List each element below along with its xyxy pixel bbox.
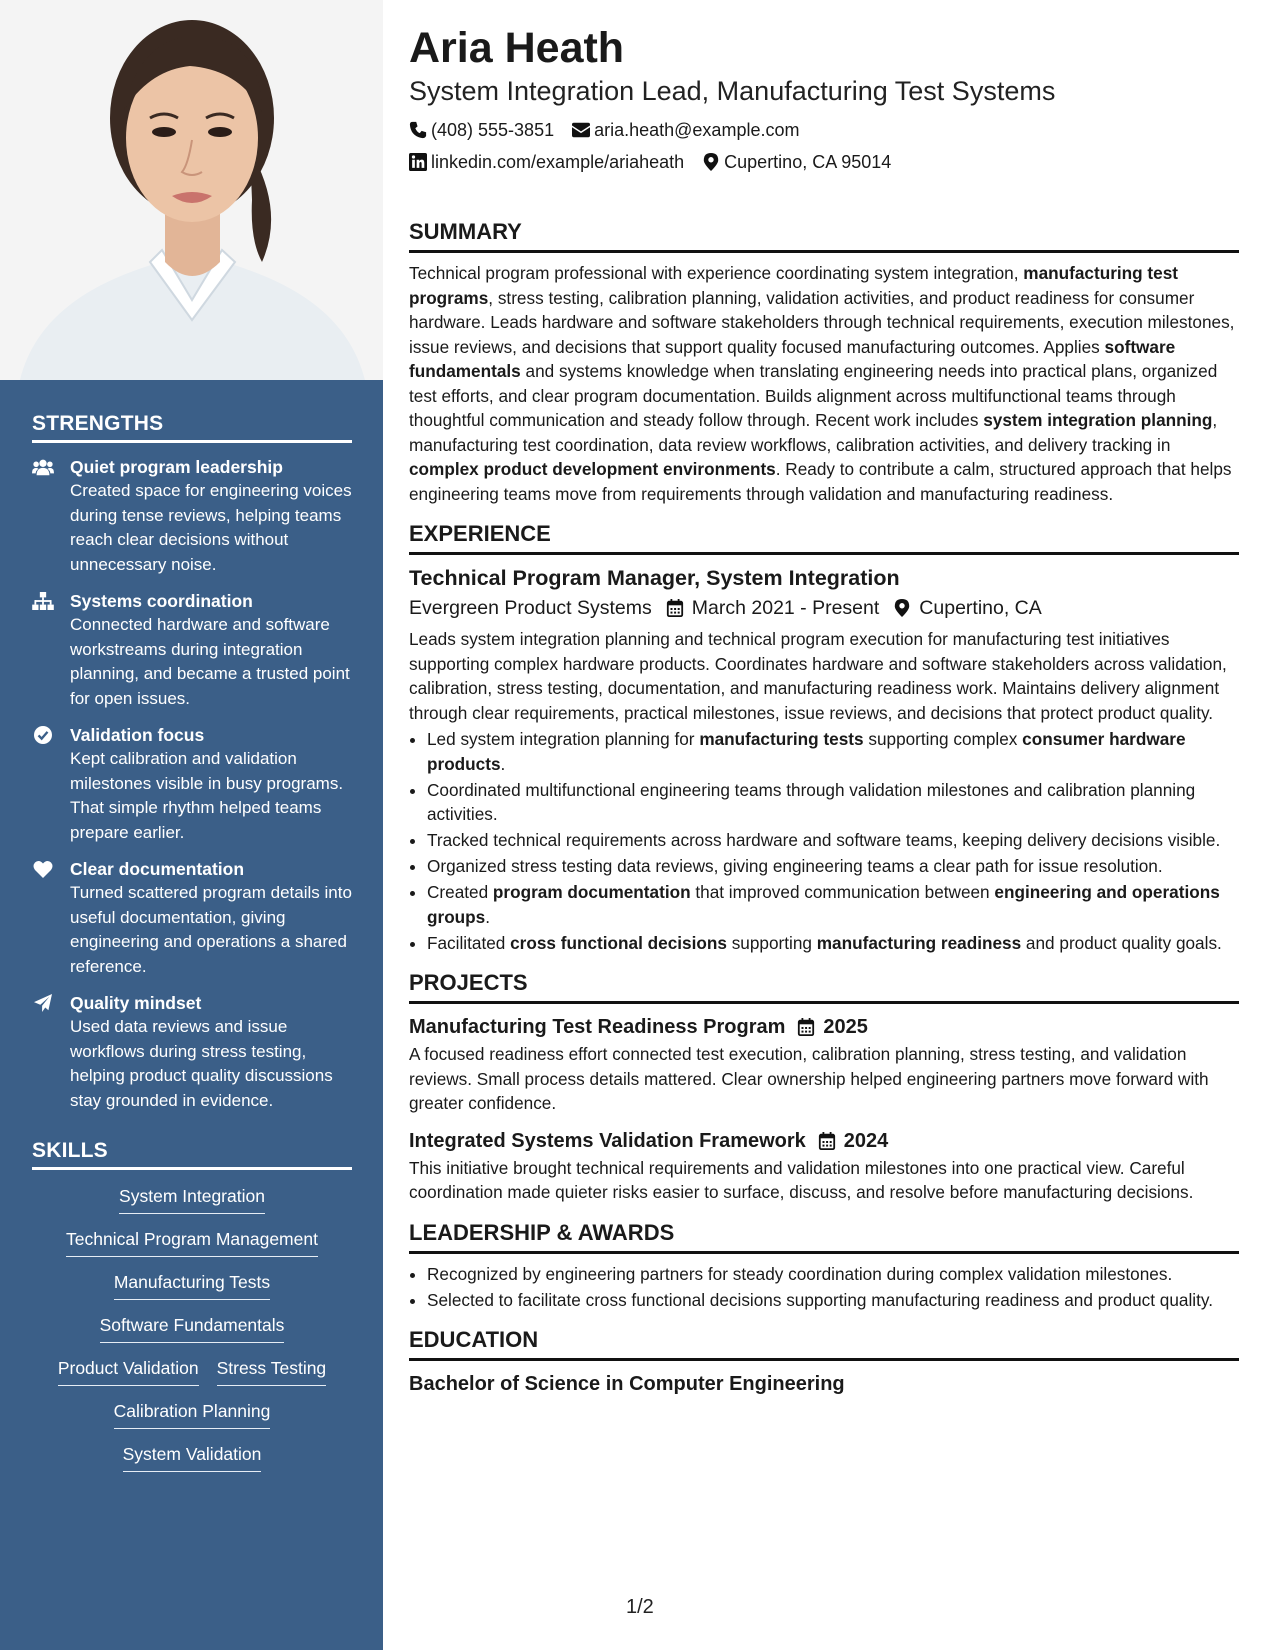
bold-text: software fundamentals: [409, 336, 1176, 381]
project-description: This initiative brought technical requirements and validation milestones into one practical view. Careful coordination made quieter risks easier to surface, discuss, and resolve before manufacturing decisions.: [409, 1157, 1194, 1202]
strength-desc: Turned scattered program details into useful documentation, giving engineering and operations a shared reference.: [70, 883, 352, 976]
envelope-icon: [572, 121, 590, 139]
text-run: , stress testing, calibration planning, validation activities, and product readiness for consumer hardware. Leads hardware and software stakeholders through technical requirements, execution milestones, issue reviews, and decisions that support quality focused manufacturing outcomes. Applies: [409, 287, 1235, 357]
text-run: supporting: [726, 932, 817, 953]
bold-text: manufacturing readiness: [816, 932, 1022, 953]
education-section: [409, 1326, 1239, 1399]
job-bullet: [427, 880, 1239, 929]
education-degree: Bachelor of Science in Computer Engineering: [409, 1373, 845, 1395]
job-location-text: Cupertino, CA: [919, 597, 1042, 619]
text-run: Coordinated multifunctional engineering teams through validation milestones and calibration planning activities.: [427, 779, 1196, 824]
strength-desc: Kept calibration and validation milestones visible in busy programs. That simple rhythm helped teams prepare earlier.: [70, 749, 344, 842]
text-run: Facilitated: [427, 932, 511, 953]
project-name: Integrated Systems Validation Framework: [409, 1129, 806, 1152]
bold-text: program documentation: [492, 882, 691, 902]
leadership-heading: LEADERSHIP & AWARDS: [409, 1219, 1239, 1254]
text-run: Technical program professional with experience coordinating system integration,: [409, 263, 1024, 283]
calendar-icon: [797, 1018, 815, 1036]
project-name: Manufacturing Test Readiness Program: [409, 1016, 786, 1038]
strength-title: Systems coordination: [70, 591, 253, 611]
bold-text: consumer hardware products: [427, 729, 1186, 774]
bold-text: cross functional decisions: [510, 932, 727, 953]
skill-tag: Product Validation: [58, 1356, 199, 1386]
text-run: .: [485, 906, 491, 927]
strength-title: Quiet program leadership: [70, 457, 283, 477]
candidate-title: System Integration Lead, Manufacturing Test Systems: [409, 76, 1056, 106]
bold-text: manufacturing tests: [699, 729, 864, 749]
job-location: [893, 593, 1041, 623]
strength-title: Quality mindset: [70, 993, 202, 1013]
page-number: 1/2: [626, 1596, 654, 1618]
summary-text: [409, 261, 1239, 506]
strength-desc: Used data reviews and issue workflows during stress testing, helping product quality discussions stay grounded in evidence.: [70, 1017, 333, 1110]
bold-text: system integration planning: [983, 410, 1213, 430]
strength-desc: Connected hardware and software workstreams during integration planning, and became a trusted point for open issues.: [70, 615, 350, 708]
job-title: Technical Program Manager, System Integration: [409, 566, 900, 590]
skill-tag: Software Fundamentals: [100, 1313, 285, 1343]
leadership-item: • Recognized by engineering partners for steady coordination during complex validation milestones.: [427, 1262, 1239, 1287]
strength-item: [32, 857, 352, 979]
paper-plane-icon: [32, 991, 70, 1113]
skill-tag: Manufacturing Tests: [114, 1270, 270, 1300]
map-marker-icon: [893, 599, 911, 617]
check-circle-icon: [32, 723, 70, 845]
skill-tag: Stress Testing: [217, 1356, 327, 1386]
calendar-icon: [666, 599, 684, 617]
job-meta: [409, 593, 1239, 623]
job-bullet: [427, 931, 1239, 956]
projects-section: [409, 969, 1239, 1205]
bold-text: complex product development environments: [409, 459, 776, 479]
leadership-section: [409, 1219, 1239, 1313]
job-bullet: [427, 854, 1239, 879]
contact-location: [702, 146, 891, 178]
text-run: Organized stress testing data reviews, giving engineering teams a clear path for issue resolution.: [427, 856, 1163, 876]
job-company: [409, 593, 652, 623]
strengths-heading: STRENGTHS: [32, 412, 352, 443]
summary-heading: SUMMARY: [409, 218, 1239, 253]
project-header: [409, 1012, 1239, 1042]
project-year: [797, 1012, 868, 1042]
education-heading: EDUCATION: [409, 1326, 1239, 1361]
profile-photo: [0, 0, 383, 380]
company-text: Evergreen Product Systems: [409, 597, 652, 619]
job-dates: [666, 593, 880, 623]
project-header: [409, 1126, 1239, 1156]
linkedin-text: linkedin.com/example/ariaheath: [431, 152, 685, 172]
text-run: that improved communication between: [690, 882, 995, 902]
dates-text: March 2021 - Present: [691, 597, 880, 619]
contact-row: [409, 114, 1239, 146]
project-year-text: 2024: [843, 1129, 889, 1152]
email-text: aria.heath@example.com: [594, 120, 800, 140]
text-run: Created: [427, 882, 493, 902]
text-run: Led system integration planning for: [427, 729, 700, 749]
job-description: Leads system integration planning and technical program execution for manufacturing test initiatives supporting complex hardware products. Coordinates hardware and software stakeholders across validation, calibration, stress testing, documentation, and manufacturing readiness work. Maintains delivery alignment through clear requirements, practical milestones, issue reviews, and decisions that protect product quality.: [409, 629, 1227, 723]
sitemap-icon: [32, 589, 70, 711]
strength-item: [32, 455, 352, 577]
skill-tag: System Validation: [123, 1442, 262, 1472]
leadership-item: • Selected to facilitate cross functional decisions supporting manufacturing readiness and product quality.: [427, 1288, 1239, 1313]
text-run: . Ready to contribute a calm, structured approach that helps engineering teams move from requirements through validation and manufacturing readiness.: [409, 459, 1232, 504]
candidate-name: Aria Heath: [409, 24, 625, 72]
location-text: Cupertino, CA 95014: [724, 152, 892, 172]
job-bullets: [409, 727, 1239, 955]
contact-linkedin[interactable]: [409, 146, 684, 178]
job-bullet: [427, 727, 1239, 776]
experience-section: [409, 520, 1239, 955]
profile-photo-illustration: [0, 0, 383, 380]
skill-tag: Calibration Planning: [114, 1399, 271, 1429]
text-run: supporting complex: [863, 729, 1023, 749]
map-marker-icon: [702, 153, 720, 171]
strength-title: Validation focus: [70, 725, 205, 745]
project-year-text: 2025: [823, 1016, 868, 1038]
contact-email[interactable]: [572, 114, 799, 146]
job-bullet: [427, 828, 1239, 853]
strength-item: [32, 589, 352, 711]
strength-title: Clear documentation: [70, 859, 245, 879]
job-bullet: [427, 778, 1239, 827]
sidebar: [0, 0, 383, 1650]
skill-tag: Technical Program Management: [66, 1227, 318, 1257]
project-description: A focused readiness effort connected test execution, calibration planning, stress testing, and validation reviews. Small process details mattered. Clear ownership helped engineering partners move forward with greater confidence.: [409, 1044, 1209, 1113]
skills-heading: SKILLS: [32, 1139, 352, 1170]
users-icon: [32, 455, 70, 577]
text-run: and systems knowledge when translating engineering needs into practical plans, organized test efforts, and clear program documentation. Builds alignment across multifunctional teams through thoughtful communication and steady follow through. Recent work includes: [409, 361, 1218, 430]
main-content: [409, 22, 1239, 1399]
heart-icon: [32, 857, 70, 979]
strength-item: [32, 723, 352, 845]
projects-heading: PROJECTS: [409, 969, 1239, 1004]
text-run: .: [500, 753, 506, 774]
bold-text: engineering and operations groups: [427, 882, 1220, 927]
calendar-icon: [818, 1132, 836, 1150]
text-run: and product quality goals.: [1021, 932, 1222, 953]
contact-row: [409, 146, 1239, 178]
bold-text: manufacturing test programs: [409, 263, 1179, 308]
strength-item: [32, 991, 352, 1113]
text-run: Tracked technical requirements across hardware and software teams, keeping delivery decisions visible.: [427, 830, 1221, 850]
experience-heading: EXPERIENCE: [409, 520, 1239, 555]
phone-text: (408) 555-3851: [431, 120, 555, 140]
linkedin-icon: [409, 153, 427, 171]
sidebar-content: [32, 412, 352, 1485]
text-run: , manufacturing test coordination, data review workflows, calibration activities, and delivery tracking in: [409, 410, 1218, 455]
project-year: [818, 1126, 889, 1156]
strength-desc: Created space for engineering voices during tense reviews, helping teams reach clear decisions without unnecessary noise.: [70, 481, 352, 574]
leadership-list: [409, 1262, 1239, 1313]
contact-phone[interactable]: [409, 114, 554, 146]
skill-tag: System Integration: [119, 1184, 265, 1214]
phone-icon: [409, 121, 427, 139]
